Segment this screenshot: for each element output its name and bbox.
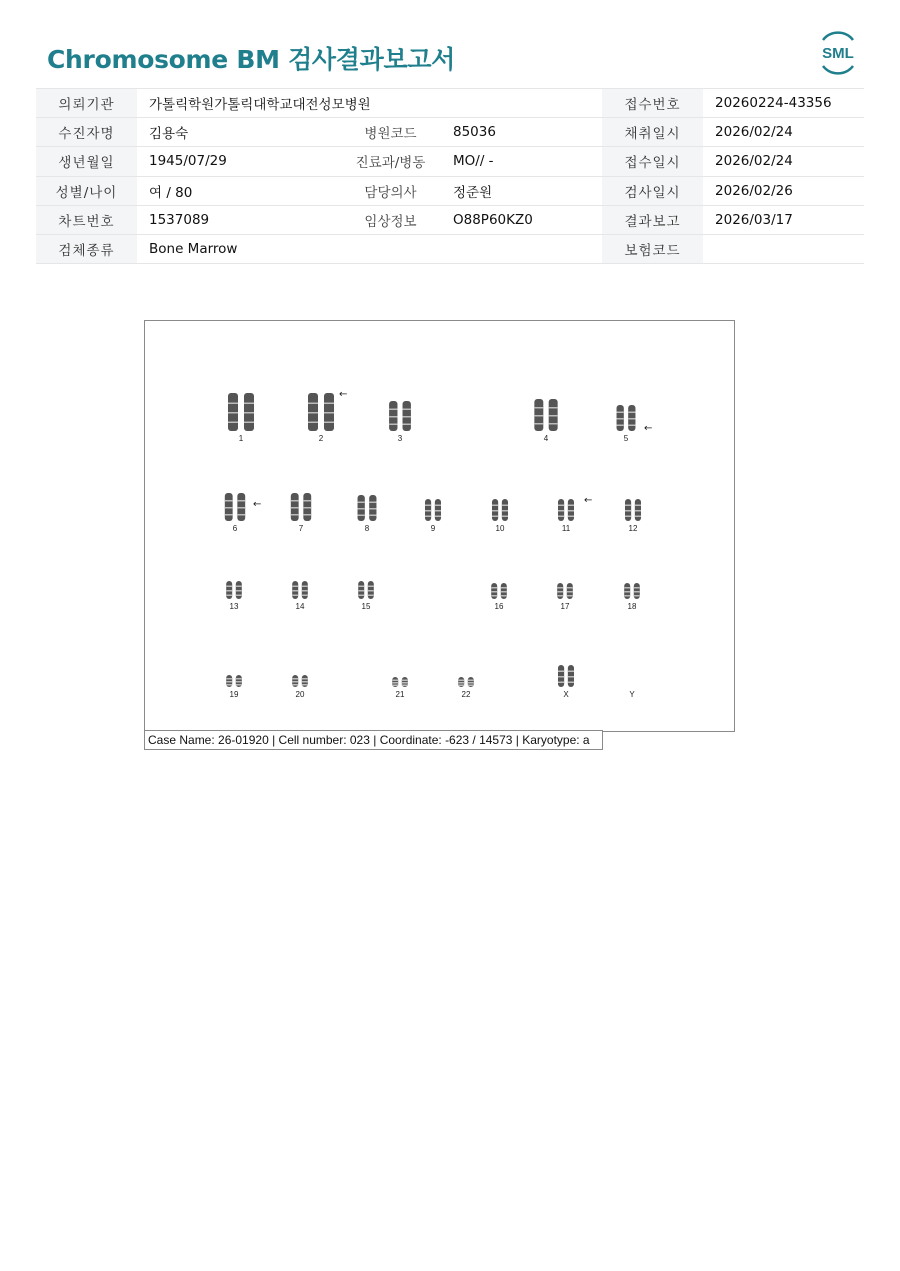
chromosome-band [291, 500, 299, 502]
chromosome-label: 22 [461, 690, 471, 699]
info-label: 수진자명 [36, 118, 137, 147]
info-value: 정준원 [441, 176, 602, 205]
chromosome-band [236, 595, 242, 597]
chromosome-band [458, 685, 464, 687]
chromosome-pair-22 [458, 677, 474, 699]
chromosome-band [501, 587, 507, 589]
info-label: 생년월일 [36, 147, 137, 176]
info-row-patient-name [36, 118, 864, 147]
chromosome-band [435, 510, 441, 512]
info-label: 접수일시 [602, 147, 703, 176]
chromosome-band [403, 409, 411, 411]
chromosome-label: 21 [395, 690, 405, 699]
chromosome-band [226, 678, 232, 680]
info-label: 성별/나이 [36, 176, 137, 205]
chromosome-band [237, 507, 245, 509]
chromosome-band [302, 681, 308, 683]
chromosome-band [358, 590, 364, 592]
chromosome-band [491, 587, 497, 589]
chromosome-band [534, 407, 543, 409]
abnormality-arrow-icon: ← [339, 389, 348, 400]
chromosome-band [568, 676, 574, 678]
chromosome-band [369, 502, 376, 504]
chromosome-band [244, 412, 254, 414]
chromosome-pair-X [558, 665, 574, 699]
chromosome-band [425, 510, 431, 512]
chromosome-label: 17 [560, 602, 570, 611]
chromosome-label: 7 [298, 524, 304, 533]
chromosome-band [389, 424, 397, 426]
chromosome-band [236, 681, 242, 683]
chromosome-band [291, 514, 299, 516]
chromosome-band [392, 682, 398, 684]
chromosome-band [567, 587, 573, 589]
chromosome-band [403, 416, 411, 418]
chromosome-band [369, 508, 376, 510]
chromosome-label: 3 [397, 434, 403, 443]
info-value: 1537089 [137, 205, 340, 234]
abnormality-arrow-icon: ← [584, 495, 593, 506]
chromosome-band [568, 510, 574, 512]
info-label: 보험코드 [602, 234, 703, 263]
chromosome-band [292, 590, 298, 592]
chromosome-band [236, 678, 242, 680]
info-value: 2026/02/24 [703, 118, 864, 147]
chromosome-band [568, 671, 574, 673]
chromosome-label: 6 [232, 524, 238, 533]
chromosome-band [324, 422, 334, 424]
chromosome-pair-18 [624, 583, 640, 611]
chromosome-pair-19 [226, 675, 242, 699]
chromosome-band [368, 595, 374, 597]
chromosome-band [226, 595, 232, 597]
info-label: 차트번호 [36, 205, 137, 234]
chromosome-pair-6 [225, 493, 262, 533]
chromosome-band [226, 684, 232, 686]
chromosome-band [425, 516, 431, 518]
karyotype-caption: Case Name: 26-01920 | Cell number: 023 | Coordinate: -623 / 14573 | Karyotype: a [144, 730, 603, 750]
info-row-birth-date [36, 147, 864, 176]
chromosome-band [557, 591, 563, 593]
chromosome-band [244, 403, 254, 405]
chromosome-band [358, 508, 365, 510]
chromosome-band [303, 507, 311, 509]
chromosome-band [237, 500, 245, 502]
chromosome-band [624, 587, 630, 589]
chromosome-band [358, 502, 365, 504]
chromosome-label: 14 [295, 602, 305, 611]
chromosome-band [228, 412, 238, 414]
info-value: 2026/03/17 [703, 205, 864, 234]
patient-info-table [36, 88, 864, 264]
chromosome-pair-17 [557, 583, 573, 611]
chromosome-pair-14 [292, 581, 308, 611]
chromosome-band [492, 505, 498, 507]
chromosome-band [369, 515, 376, 517]
chromosome-band [389, 416, 397, 418]
info-value: 2026/02/24 [703, 147, 864, 176]
karyogram [145, 321, 734, 731]
chromosome-pair-Y [629, 690, 635, 699]
chromosome-band [308, 422, 318, 424]
info-value: 김용숙 [137, 118, 340, 147]
chromosome-band [228, 403, 238, 405]
chromosome-band [558, 682, 564, 684]
chromosome-pair-21 [392, 677, 408, 699]
info-value [703, 234, 864, 263]
info-value: 가톨릭학원가톨릭대학교대전성모병원 [137, 89, 602, 118]
chromosome-band [368, 590, 374, 592]
chromosome-pair-15 [358, 581, 374, 611]
chromosome-band [568, 682, 574, 684]
chromosome-band [292, 595, 298, 597]
chromosome-band [628, 425, 635, 427]
chromosome-band [468, 685, 474, 687]
info-value: 여 / 80 [137, 176, 340, 205]
chromosome-band [324, 412, 334, 414]
chromosome-band [549, 423, 558, 425]
chromosome-pair-13 [226, 581, 242, 611]
chromosome-band [502, 510, 508, 512]
chromosome-band [228, 422, 238, 424]
chromosome-band [244, 422, 254, 424]
chromosome-band [402, 680, 408, 682]
chromosome-band [568, 505, 574, 507]
chromosome-label: 19 [229, 690, 239, 699]
chromosome-pair-1 [228, 393, 254, 443]
info-label: 병원코드 [340, 118, 441, 147]
chromosome-band [302, 684, 308, 686]
karyotype-image [144, 320, 735, 732]
chromosome-band [226, 590, 232, 592]
chromosome-band [302, 678, 308, 680]
chromosome-band [628, 418, 635, 420]
chromosome-band [435, 516, 441, 518]
info-label: 접수번호 [602, 89, 703, 118]
chromosome-band [534, 415, 543, 417]
chromosome-label: 10 [495, 524, 505, 533]
chromosome-band [492, 516, 498, 518]
chromosome-band [236, 684, 242, 686]
info-row-referring-institution [36, 89, 864, 118]
info-row-sex-age [36, 176, 864, 205]
chromosome-band [617, 425, 624, 427]
chromosome-label: 5 [623, 434, 629, 443]
chromosome-label: 1 [238, 434, 244, 443]
chromosome-band [292, 681, 298, 683]
chromosome-band [617, 418, 624, 420]
chromosome-pair-9 [425, 499, 441, 533]
chromosome-pair-3 [389, 401, 411, 443]
chromosome-pair-11 [558, 495, 592, 533]
chromosome-band [226, 681, 232, 683]
chromosome-label: 11 [561, 524, 571, 533]
info-label: 결과보고 [602, 205, 703, 234]
info-label: 채취일시 [602, 118, 703, 147]
chromosome-pair-12 [625, 499, 641, 533]
chromosome-pair-20 [292, 675, 308, 699]
info-value: MO// - [441, 147, 602, 176]
chromosome-band [502, 516, 508, 518]
chromosome-band [567, 595, 573, 597]
chromosome-band [225, 500, 233, 502]
chromosome-band [392, 680, 398, 682]
chromosome-band [403, 424, 411, 426]
info-row-specimen-type [36, 234, 864, 263]
chromosome-band [634, 587, 640, 589]
chromosome-label: 9 [430, 524, 436, 533]
chromosome-label: 8 [364, 524, 370, 533]
info-label: 담당의사 [340, 176, 441, 205]
chromosome-label: X [563, 690, 569, 699]
logo-text: SML [822, 45, 854, 62]
chromosome-band [501, 591, 507, 593]
chromosome-band [558, 671, 564, 673]
chromosome-band [557, 595, 563, 597]
chromosome-pair-10 [492, 499, 508, 533]
chromosome-band [303, 514, 311, 516]
chromosome-band [389, 409, 397, 411]
chromosome-band [292, 678, 298, 680]
chromosome-band [625, 510, 631, 512]
chromosome-band [635, 516, 641, 518]
chromosome-label: 15 [361, 602, 371, 611]
info-label: 의뢰기관 [36, 89, 137, 118]
chromosome-band [549, 415, 558, 417]
chromosome-band [558, 510, 564, 512]
chromosome-label: 16 [494, 602, 504, 611]
chromosome-band [558, 676, 564, 678]
chromosome-band [358, 595, 364, 597]
chromosome-band [491, 591, 497, 593]
chromosome-label: Y [629, 690, 635, 699]
chromosome-band [302, 586, 308, 588]
sml-logo-icon [815, 30, 861, 76]
chromosome-label: 2 [318, 434, 324, 443]
chromosome-band [617, 412, 624, 414]
chromosome-band [635, 510, 641, 512]
chromosome-band [624, 595, 630, 597]
chromosome-band [292, 586, 298, 588]
info-value: O88P60KZ0 [441, 205, 602, 234]
chromosome-band [458, 682, 464, 684]
chromosome-band [634, 595, 640, 597]
chromosome-band [628, 412, 635, 414]
chromosome-label: 13 [229, 602, 239, 611]
chromosome-band [236, 586, 242, 588]
chromosome-band [225, 514, 233, 516]
report-title: Chromosome BM 검사결과보고서 [47, 45, 456, 74]
info-label: 진료과/병동 [340, 147, 441, 176]
chromosome-band [635, 505, 641, 507]
chromosome-band [568, 516, 574, 518]
chromosome-label: 12 [628, 524, 638, 533]
chromosome-pair-2 [308, 389, 347, 443]
abnormality-arrow-icon: ← [253, 499, 262, 510]
chromosome-band [358, 586, 364, 588]
chromosome-band [368, 586, 374, 588]
info-row-chart-number [36, 205, 864, 234]
chromosome-band [292, 684, 298, 686]
chromosome-band [358, 515, 365, 517]
chromosome-band [534, 423, 543, 425]
chromosome-band [624, 591, 630, 593]
chromosome-band [468, 680, 474, 682]
chromosome-band [291, 507, 299, 509]
info-label: 검체종류 [36, 234, 137, 263]
chromosome-pair-5 [617, 405, 653, 443]
chromosome-band [468, 682, 474, 684]
chromosome-pair-4 [534, 399, 557, 443]
chromosome-band [558, 505, 564, 507]
info-value: 2026/02/26 [703, 176, 864, 205]
chromosome-band [625, 516, 631, 518]
chromosome-band [501, 595, 507, 597]
chromosome-band [557, 587, 563, 589]
abnormality-arrow-icon: ← [644, 423, 653, 434]
chromosome-band [237, 514, 245, 516]
info-value: Bone Marrow [137, 234, 602, 263]
info-value: 20260224-43356 [703, 89, 864, 118]
chromosome-band [492, 510, 498, 512]
chromosome-band [502, 505, 508, 507]
chromosome-label: 4 [543, 434, 549, 443]
chromosome-label: 20 [295, 690, 305, 699]
chromosome-band [425, 505, 431, 507]
chromosome-band [226, 586, 232, 588]
chromosome-band [402, 682, 408, 684]
chromosome-band [303, 500, 311, 502]
chromosome-band [225, 507, 233, 509]
chromosome-band [435, 505, 441, 507]
chromosome-band [458, 680, 464, 682]
chromosome-band [634, 591, 640, 593]
chromosome-band [236, 590, 242, 592]
chromosome-band [324, 403, 334, 405]
chromosome-pair-16 [491, 583, 507, 611]
chromosome-band [308, 403, 318, 405]
chromosome-band [402, 685, 408, 687]
chromosome-band [302, 590, 308, 592]
info-label: 검사일시 [602, 176, 703, 205]
chromosome-pair-7 [291, 493, 311, 533]
chromosome-pair-8 [358, 495, 377, 533]
chromosome-band [549, 407, 558, 409]
info-value: 85036 [441, 118, 602, 147]
chromosome-band [567, 591, 573, 593]
chromosome-band [308, 412, 318, 414]
chromosome-band [302, 595, 308, 597]
chromosome-label: 18 [627, 602, 637, 611]
chromosome-band [392, 685, 398, 687]
info-label: 임상정보 [340, 205, 441, 234]
chromosome-band [625, 505, 631, 507]
info-value: 1945/07/29 [137, 147, 340, 176]
chromosome-band [491, 595, 497, 597]
chromosome-band [558, 516, 564, 518]
